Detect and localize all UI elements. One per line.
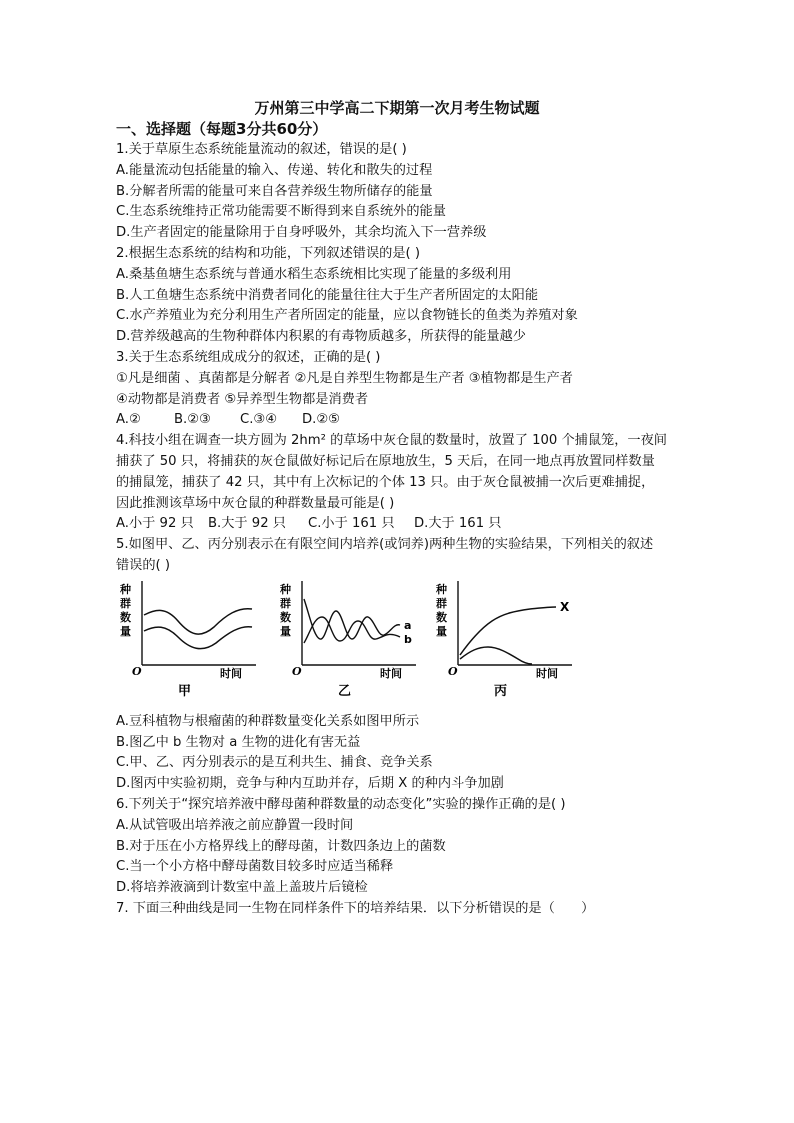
q5-option-c: C.甲、乙、丙分别表示的是互利共生、捕食、竞争关系: [116, 755, 433, 771]
q5-figures: [116, 577, 686, 712]
y-label-char-2: 群: [436, 596, 447, 610]
q5-line-2: 错误的( ): [116, 557, 171, 573]
q3-option-d: D.②⑤: [302, 412, 340, 428]
figure-yi: [276, 577, 426, 707]
figure-caption: 乙: [338, 683, 352, 699]
q3-option-c: C.③④: [240, 412, 278, 428]
q4-line-3: 的捕鼠笼，捕获了 42 只，其中有上次标记的个体 13 只。由于灰仓鼠被捕一次后更难捕捉，: [116, 474, 655, 490]
q4-line-4: 因此推测该草场中灰仓鼠的种群数量最可能是( ): [116, 495, 395, 511]
figure-jia: [116, 577, 266, 707]
figure-caption: 丙: [494, 683, 508, 699]
figure-bing-graph: [432, 577, 582, 707]
q4-line-1: 4.科技小组在调查一块方圆为 2hm² 的草场中灰仓鼠的数量时，放置了 100 个捕鼠笼，一夜间: [116, 433, 667, 449]
q3-statements-2: ④动物都是消费者 ⑤异养型生物都是消费者: [116, 391, 369, 407]
figure-caption: 甲: [178, 683, 192, 699]
origin-label: O: [132, 664, 142, 678]
q4-line-2: 捕获了 50 只，将捕获的灰仓鼠做好标记后在原地放生，5 天后，在同一地点再放置同样数量: [116, 453, 655, 469]
y-label-char-4: 量: [436, 624, 447, 638]
q6-option-d: D.将培养液滴到计数室中盖上盖玻片后镜检: [116, 880, 368, 896]
page-title: 万州第三中学高二下期第一次月考生物试题: [254, 99, 540, 117]
y-label-char-1: 种: [280, 582, 291, 596]
curve-x-label: X: [560, 599, 570, 614]
y-label-char-1: 种: [120, 582, 131, 596]
q1-option-c: C.生态系统维持正常功能需要不断得到来自系统外的能量: [116, 204, 446, 220]
q5-option-a: A.豆科植物与根瘤菌的种群数量变化关系如图甲所示: [116, 713, 420, 729]
q1-option-a: A.能量流动包括能量的输入、传递、转化和散失的过程: [116, 162, 433, 178]
q2-option-c: C.水产养殖业为充分利用生产者所固定的能量，应以食物链长的鱼类为养殖对象: [116, 308, 578, 324]
q3-stem: 3.关于生态系统组成成分的叙述，正确的是( ): [116, 349, 381, 365]
q4-option-d: D.大于 161 只: [414, 516, 502, 532]
q4-option-a: A.小于 92 只: [116, 516, 194, 532]
y-label-char-3: 数: [436, 610, 447, 624]
q6-option-a: A.从试管吸出培养液之前应静置一段时间: [116, 817, 354, 833]
x-label: 时间: [380, 666, 402, 680]
question-list: [116, 140, 686, 920]
q3-options: [116, 410, 686, 431]
curve-b-label: b: [404, 632, 412, 646]
q5-line-1: 5.如图甲、乙、丙分别表示在有限空间内培养(或饲养)两种生物的实验结果，下列相关的叙述: [116, 537, 654, 553]
q1-option-b: B.分解者所需的能量可来自各营养级生物所储存的能量: [116, 183, 433, 199]
q5-option-b: B.图乙中 b 生物对 a 生物的进化有害无益: [116, 734, 361, 750]
q3-option-a: A.②: [116, 412, 141, 428]
figure-bing: [432, 577, 582, 707]
y-label-char-1: 种: [436, 582, 447, 596]
y-label-char-4: 量: [120, 624, 131, 638]
curve-a-label: a: [404, 618, 412, 632]
x-label: 时间: [536, 666, 558, 680]
origin-label: O: [292, 664, 302, 678]
q6-option-b: B.对于压在小方格界线上的酵母菌，计数四条边上的菌数: [116, 838, 446, 854]
q4-option-c: C.小于 161 只: [308, 516, 395, 532]
q1-stem: 1.关于草原生态系统能量流动的叙述，错误的是( ): [116, 142, 407, 157]
q2-option-d: D.营养级越高的生物种群体内积累的有毒物质越多，所获得的能量越少: [116, 329, 526, 345]
q4-options: [116, 514, 686, 535]
y-label-char-4: 量: [280, 624, 291, 638]
section-heading: 一、选择题（每题3分共60分）: [116, 120, 328, 138]
curve-lower: [144, 626, 252, 648]
q3-statements-1: ①凡是细菌 、真菌都是分解者 ②凡是自养型生物都是生产者 ③植物都是生产者: [116, 370, 573, 386]
q2-option-a: A.桑基鱼塘生态系统与普通水稻生态系统相比实现了能量的多级利用: [116, 266, 512, 282]
origin-label: O: [448, 664, 458, 678]
y-label-char-3: 数: [280, 610, 291, 624]
q6-stem: 6.下列关于“探究培养液中酵母菌种群数量的动态变化”实验的操作正确的是( ): [116, 796, 566, 812]
q3-option-b: B.②③: [174, 412, 211, 428]
x-label: 时间: [220, 666, 242, 680]
y-label-char-2: 群: [120, 596, 131, 610]
figure-yi-graph: [276, 577, 426, 707]
curve-x: [460, 607, 556, 655]
y-label-char-2: 群: [280, 596, 291, 610]
q6-option-c: C.当一个小方格中酵母菌数目较多时应适当稀释: [116, 859, 394, 875]
curve-y: [460, 647, 532, 664]
q1-option-d: D.生产者固定的能量除用于自身呼吸外，其余均流入下一营养级: [116, 225, 487, 241]
q2-option-b: B.人工鱼塘生态系统中消费者同化的能量往往大于生产者所固定的太阳能: [116, 287, 539, 303]
q7-stem: 7. 下面三种曲线是同一生物在同样条件下的培养结果．以下分析错误的是（ ）: [116, 900, 595, 916]
y-label-char-3: 数: [120, 610, 131, 624]
q4-option-b: B.大于 92 只: [208, 516, 286, 532]
figure-jia-graph: [116, 577, 266, 707]
q5-option-d: D.图丙中实验初期，竞争与种内互助并存，后期 X 的种内斗争加剧: [116, 776, 504, 792]
q2-stem: 2.根据生态系统的结构和功能，下列叙述错误的是( ): [116, 245, 420, 261]
